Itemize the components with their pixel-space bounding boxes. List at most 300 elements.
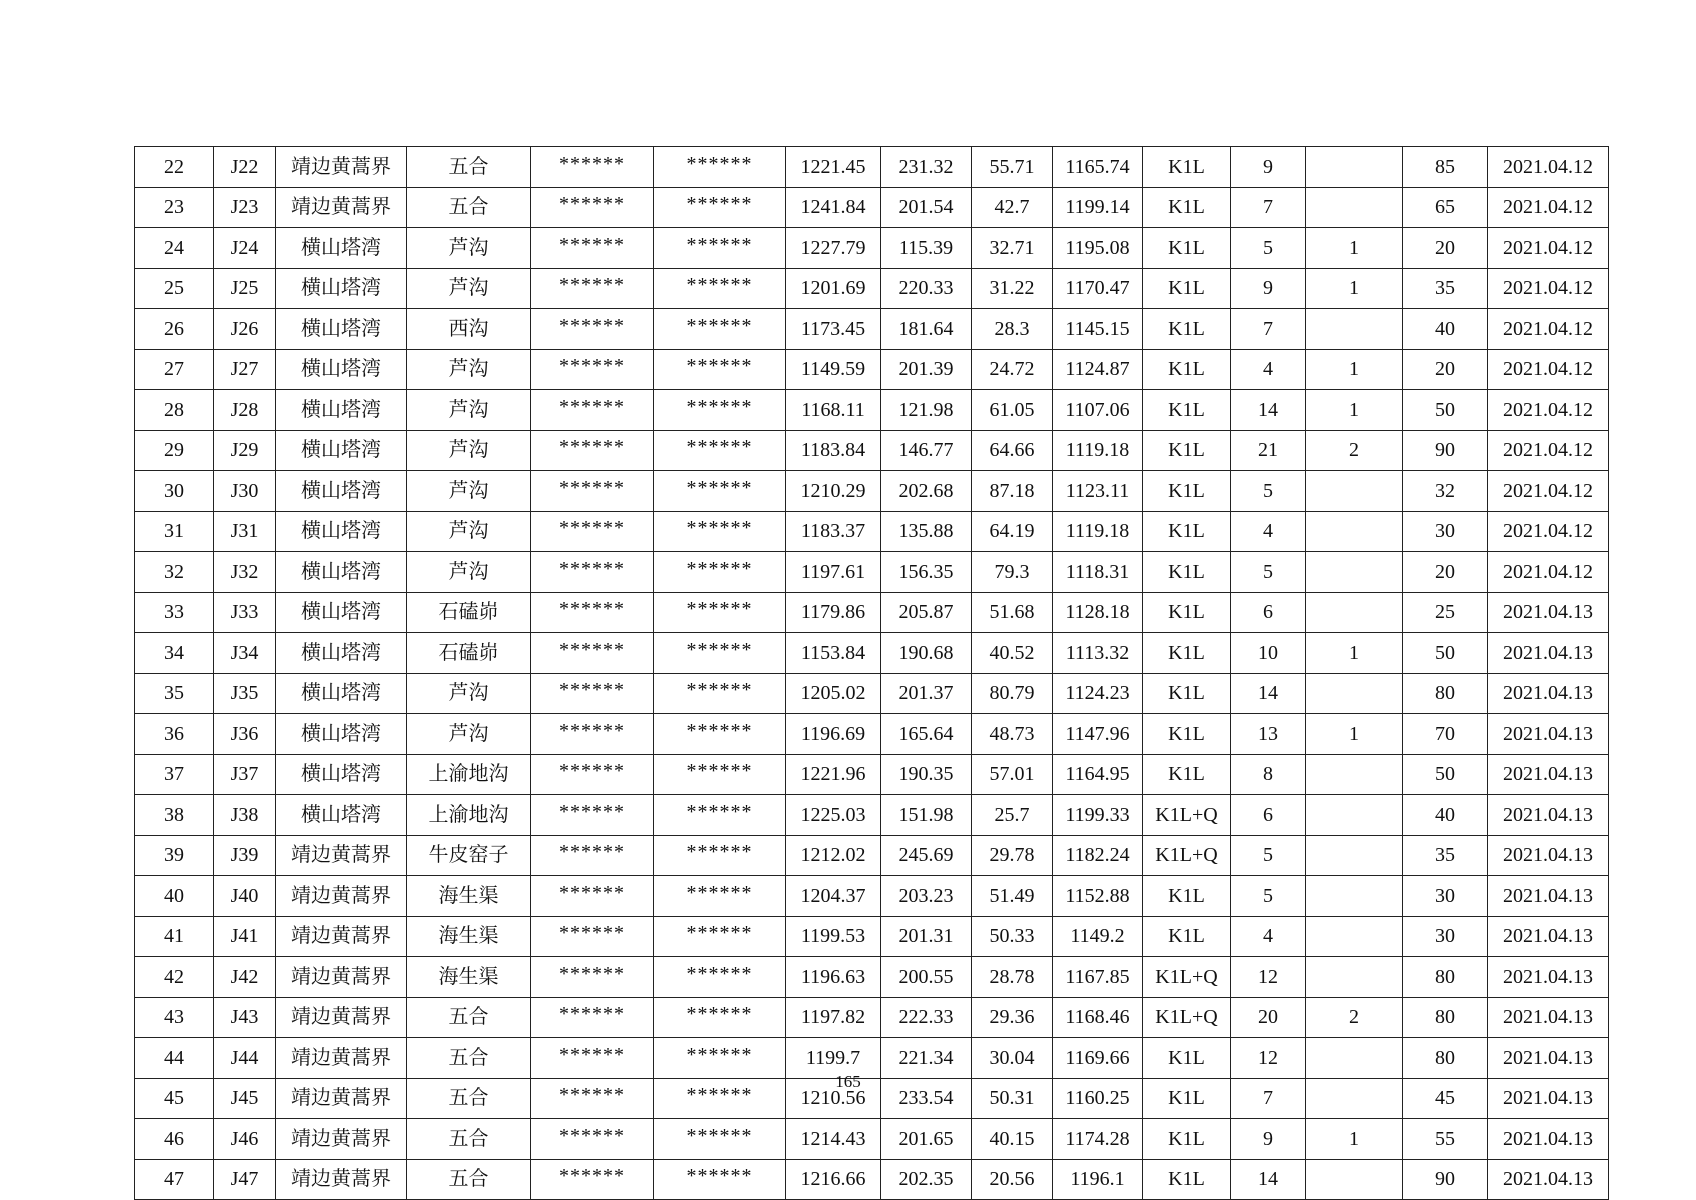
depth-cell: 203.23: [881, 876, 972, 917]
coord-y-cell: ******: [654, 147, 786, 188]
location-cell: 横山塔湾: [276, 552, 407, 593]
date-cell: 2021.04.12: [1488, 228, 1609, 269]
elevation-cell: 1179.86: [786, 592, 881, 633]
seq-cell: 23: [135, 187, 214, 228]
coord-y-cell: ******: [654, 1119, 786, 1160]
value-cell: 80.79: [972, 673, 1053, 714]
formation-cell: K1L: [1143, 552, 1231, 593]
count-b-cell: 1: [1306, 349, 1403, 390]
count-a-cell: 14: [1231, 1159, 1306, 1200]
count-c-cell: 40: [1403, 795, 1488, 836]
location-cell: 靖边黄蒿界: [276, 835, 407, 876]
level-cell: 1107.06: [1053, 390, 1143, 431]
level-cell: 1164.95: [1053, 754, 1143, 795]
table-row: [135, 471, 1609, 512]
count-a-cell: 4: [1231, 916, 1306, 957]
location-cell: 靖边黄蒿界: [276, 876, 407, 917]
count-c-cell: 90: [1403, 1159, 1488, 1200]
location-cell: 横山塔湾: [276, 511, 407, 552]
count-b-cell: [1306, 309, 1403, 350]
formation-cell: K1L: [1143, 147, 1231, 188]
location-cell: 横山塔湾: [276, 795, 407, 836]
formation-cell: K1L: [1143, 430, 1231, 471]
elevation-cell: 1196.63: [786, 957, 881, 998]
elevation-cell: 1204.37: [786, 876, 881, 917]
coord-x-cell: ******: [531, 1078, 654, 1119]
count-b-cell: [1306, 673, 1403, 714]
coord-x-cell: ******: [531, 268, 654, 309]
count-c-cell: 80: [1403, 997, 1488, 1038]
site-cell: 五合: [407, 1159, 531, 1200]
count-a-cell: 5: [1231, 228, 1306, 269]
level-cell: 1152.88: [1053, 876, 1143, 917]
table-row: [135, 390, 1609, 431]
site-cell: 芦沟: [407, 430, 531, 471]
site-cell: 上渝地沟: [407, 754, 531, 795]
coord-x-cell: ******: [531, 754, 654, 795]
count-b-cell: [1306, 147, 1403, 188]
seq-cell: 26: [135, 309, 214, 350]
count-a-cell: 9: [1231, 268, 1306, 309]
level-cell: 1124.87: [1053, 349, 1143, 390]
seq-cell: 40: [135, 876, 214, 917]
value-cell: 40.52: [972, 633, 1053, 674]
date-cell: 2021.04.12: [1488, 390, 1609, 431]
table-row: [135, 268, 1609, 309]
location-cell: 横山塔湾: [276, 309, 407, 350]
date-cell: 2021.04.13: [1488, 714, 1609, 755]
formation-cell: K1L: [1143, 1119, 1231, 1160]
value-cell: 64.66: [972, 430, 1053, 471]
level-cell: 1119.18: [1053, 511, 1143, 552]
date-cell: 2021.04.13: [1488, 1038, 1609, 1079]
count-a-cell: 12: [1231, 1038, 1306, 1079]
depth-cell: 146.77: [881, 430, 972, 471]
elevation-cell: 1183.37: [786, 511, 881, 552]
coord-x-cell: ******: [531, 1159, 654, 1200]
level-cell: 1196.1: [1053, 1159, 1143, 1200]
coord-y-cell: ******: [654, 349, 786, 390]
date-cell: 2021.04.13: [1488, 795, 1609, 836]
site-cell: 海生渠: [407, 957, 531, 998]
formation-cell: K1L+Q: [1143, 795, 1231, 836]
location-cell: 横山塔湾: [276, 390, 407, 431]
table-body: [135, 147, 1609, 1200]
date-cell: 2021.04.13: [1488, 1159, 1609, 1200]
depth-cell: 233.54: [881, 1078, 972, 1119]
level-cell: 1118.31: [1053, 552, 1143, 593]
count-a-cell: 5: [1231, 835, 1306, 876]
elevation-cell: 1216.66: [786, 1159, 881, 1200]
coord-y-cell: ******: [654, 1159, 786, 1200]
formation-cell: K1L: [1143, 187, 1231, 228]
seq-cell: 32: [135, 552, 214, 593]
elevation-cell: 1241.84: [786, 187, 881, 228]
location-cell: 靖边黄蒿界: [276, 957, 407, 998]
seq-cell: 47: [135, 1159, 214, 1200]
elevation-cell: 1197.82: [786, 997, 881, 1038]
count-b-cell: 1: [1306, 390, 1403, 431]
formation-cell: K1L+Q: [1143, 997, 1231, 1038]
coord-y-cell: ******: [654, 957, 786, 998]
count-a-cell: 9: [1231, 1119, 1306, 1160]
count-a-cell: 6: [1231, 795, 1306, 836]
table-row: [135, 633, 1609, 674]
count-a-cell: 20: [1231, 997, 1306, 1038]
count-b-cell: [1306, 552, 1403, 593]
value-cell: 31.22: [972, 268, 1053, 309]
elevation-cell: 1214.43: [786, 1119, 881, 1160]
count-b-cell: [1306, 876, 1403, 917]
value-cell: 61.05: [972, 390, 1053, 431]
elevation-cell: 1227.79: [786, 228, 881, 269]
well-data-table: [134, 146, 1609, 1200]
coord-y-cell: ******: [654, 552, 786, 593]
date-cell: 2021.04.13: [1488, 754, 1609, 795]
date-cell: 2021.04.13: [1488, 997, 1609, 1038]
location-cell: 横山塔湾: [276, 268, 407, 309]
well-id-cell: J40: [214, 876, 276, 917]
value-cell: 57.01: [972, 754, 1053, 795]
well-id-cell: J38: [214, 795, 276, 836]
coord-y-cell: ******: [654, 390, 786, 431]
well-id-cell: J28: [214, 390, 276, 431]
count-c-cell: 80: [1403, 957, 1488, 998]
coord-y-cell: ******: [654, 997, 786, 1038]
level-cell: 1147.96: [1053, 714, 1143, 755]
well-id-cell: J32: [214, 552, 276, 593]
level-cell: 1165.74: [1053, 147, 1143, 188]
table-row: [135, 876, 1609, 917]
formation-cell: K1L: [1143, 1159, 1231, 1200]
well-id-cell: J37: [214, 754, 276, 795]
elevation-cell: 1183.84: [786, 430, 881, 471]
count-b-cell: 1: [1306, 714, 1403, 755]
seq-cell: 28: [135, 390, 214, 431]
well-id-cell: J23: [214, 187, 276, 228]
coord-x-cell: ******: [531, 187, 654, 228]
date-cell: 2021.04.12: [1488, 471, 1609, 512]
coord-y-cell: ******: [654, 309, 786, 350]
table-row: [135, 430, 1609, 471]
formation-cell: K1L: [1143, 1078, 1231, 1119]
site-cell: 芦沟: [407, 471, 531, 512]
formation-cell: K1L: [1143, 268, 1231, 309]
page-number: 165: [835, 1072, 861, 1091]
well-id-cell: J27: [214, 349, 276, 390]
coord-x-cell: ******: [531, 714, 654, 755]
date-cell: 2021.04.12: [1488, 511, 1609, 552]
formation-cell: K1L: [1143, 390, 1231, 431]
elevation-cell: 1225.03: [786, 795, 881, 836]
depth-cell: 202.35: [881, 1159, 972, 1200]
well-id-cell: J47: [214, 1159, 276, 1200]
seq-cell: 45: [135, 1078, 214, 1119]
depth-cell: 115.39: [881, 228, 972, 269]
date-cell: 2021.04.13: [1488, 916, 1609, 957]
elevation-cell: 1199.53: [786, 916, 881, 957]
seq-cell: 42: [135, 957, 214, 998]
count-c-cell: 50: [1403, 390, 1488, 431]
date-cell: 2021.04.13: [1488, 673, 1609, 714]
formation-cell: K1L: [1143, 633, 1231, 674]
count-b-cell: [1306, 754, 1403, 795]
location-cell: 靖边黄蒿界: [276, 147, 407, 188]
table-row: [135, 187, 1609, 228]
seq-cell: 34: [135, 633, 214, 674]
count-c-cell: 35: [1403, 268, 1488, 309]
level-cell: 1160.25: [1053, 1078, 1143, 1119]
date-cell: 2021.04.12: [1488, 309, 1609, 350]
coord-x-cell: ******: [531, 835, 654, 876]
site-cell: 芦沟: [407, 349, 531, 390]
depth-cell: 156.35: [881, 552, 972, 593]
elevation-cell: 1173.45: [786, 309, 881, 350]
value-cell: 28.78: [972, 957, 1053, 998]
location-cell: 靖边黄蒿界: [276, 1119, 407, 1160]
count-a-cell: 6: [1231, 592, 1306, 633]
site-cell: 石磕峁: [407, 633, 531, 674]
location-cell: 横山塔湾: [276, 471, 407, 512]
table-row: [135, 1159, 1609, 1200]
formation-cell: K1L: [1143, 349, 1231, 390]
level-cell: 1199.33: [1053, 795, 1143, 836]
depth-cell: 222.33: [881, 997, 972, 1038]
coord-x-cell: ******: [531, 390, 654, 431]
count-a-cell: 13: [1231, 714, 1306, 755]
site-cell: 五合: [407, 997, 531, 1038]
coord-y-cell: ******: [654, 1038, 786, 1079]
count-b-cell: [1306, 795, 1403, 836]
location-cell: 靖边黄蒿界: [276, 187, 407, 228]
elevation-cell: 1201.69: [786, 268, 881, 309]
formation-cell: K1L+Q: [1143, 957, 1231, 998]
coord-y-cell: ******: [654, 592, 786, 633]
formation-cell: K1L: [1143, 673, 1231, 714]
location-cell: 横山塔湾: [276, 673, 407, 714]
site-cell: 牛皮窑子: [407, 835, 531, 876]
table-row: [135, 957, 1609, 998]
value-cell: 28.3: [972, 309, 1053, 350]
value-cell: 79.3: [972, 552, 1053, 593]
value-cell: 51.49: [972, 876, 1053, 917]
count-a-cell: 8: [1231, 754, 1306, 795]
formation-cell: K1L: [1143, 511, 1231, 552]
site-cell: 芦沟: [407, 511, 531, 552]
level-cell: 1113.32: [1053, 633, 1143, 674]
depth-cell: 121.98: [881, 390, 972, 431]
seq-cell: 27: [135, 349, 214, 390]
coord-x-cell: ******: [531, 592, 654, 633]
formation-cell: K1L: [1143, 592, 1231, 633]
site-cell: 海生渠: [407, 876, 531, 917]
count-c-cell: 20: [1403, 349, 1488, 390]
count-a-cell: 9: [1231, 147, 1306, 188]
well-id-cell: J39: [214, 835, 276, 876]
depth-cell: 220.33: [881, 268, 972, 309]
value-cell: 64.19: [972, 511, 1053, 552]
date-cell: 2021.04.13: [1488, 835, 1609, 876]
formation-cell: K1L: [1143, 1038, 1231, 1079]
count-b-cell: [1306, 1159, 1403, 1200]
depth-cell: 181.64: [881, 309, 972, 350]
value-cell: 51.68: [972, 592, 1053, 633]
depth-cell: 135.88: [881, 511, 972, 552]
depth-cell: 245.69: [881, 835, 972, 876]
coord-x-cell: ******: [531, 349, 654, 390]
seq-cell: 22: [135, 147, 214, 188]
elevation-cell: 1221.96: [786, 754, 881, 795]
count-a-cell: 4: [1231, 511, 1306, 552]
well-id-cell: J24: [214, 228, 276, 269]
level-cell: 1169.66: [1053, 1038, 1143, 1079]
elevation-cell: 1210.29: [786, 471, 881, 512]
well-id-cell: J34: [214, 633, 276, 674]
site-cell: 五合: [407, 1119, 531, 1160]
coord-x-cell: ******: [531, 309, 654, 350]
table-row: [135, 1119, 1609, 1160]
well-id-cell: J25: [214, 268, 276, 309]
elevation-cell: 1205.02: [786, 673, 881, 714]
location-cell: 靖边黄蒿界: [276, 1038, 407, 1079]
value-cell: 42.7: [972, 187, 1053, 228]
site-cell: 西沟: [407, 309, 531, 350]
date-cell: 2021.04.12: [1488, 187, 1609, 228]
seq-cell: 43: [135, 997, 214, 1038]
coord-x-cell: ******: [531, 957, 654, 998]
depth-cell: 190.35: [881, 754, 972, 795]
level-cell: 1149.2: [1053, 916, 1143, 957]
count-a-cell: 5: [1231, 471, 1306, 512]
well-id-cell: J46: [214, 1119, 276, 1160]
seq-cell: 46: [135, 1119, 214, 1160]
table-row: [135, 754, 1609, 795]
count-a-cell: 21: [1231, 430, 1306, 471]
level-cell: 1170.47: [1053, 268, 1143, 309]
count-b-cell: [1306, 511, 1403, 552]
well-id-cell: J43: [214, 997, 276, 1038]
value-cell: 50.33: [972, 916, 1053, 957]
value-cell: 50.31: [972, 1078, 1053, 1119]
value-cell: 48.73: [972, 714, 1053, 755]
date-cell: 2021.04.13: [1488, 633, 1609, 674]
value-cell: 55.71: [972, 147, 1053, 188]
elevation-cell: 1212.02: [786, 835, 881, 876]
table-row: [135, 592, 1609, 633]
level-cell: 1168.46: [1053, 997, 1143, 1038]
coord-x-cell: ******: [531, 147, 654, 188]
elevation-cell: 1221.45: [786, 147, 881, 188]
location-cell: 横山塔湾: [276, 592, 407, 633]
well-id-cell: J30: [214, 471, 276, 512]
seq-cell: 41: [135, 916, 214, 957]
location-cell: 横山塔湾: [276, 754, 407, 795]
date-cell: 2021.04.12: [1488, 268, 1609, 309]
count-b-cell: 1: [1306, 1119, 1403, 1160]
count-c-cell: 40: [1403, 309, 1488, 350]
count-a-cell: 14: [1231, 390, 1306, 431]
depth-cell: 201.65: [881, 1119, 972, 1160]
coord-y-cell: ******: [654, 511, 786, 552]
depth-cell: 201.37: [881, 673, 972, 714]
site-cell: 芦沟: [407, 268, 531, 309]
site-cell: 五合: [407, 1038, 531, 1079]
site-cell: 石磕峁: [407, 592, 531, 633]
coord-y-cell: ******: [654, 714, 786, 755]
location-cell: 靖边黄蒿界: [276, 997, 407, 1038]
seq-cell: 33: [135, 592, 214, 633]
date-cell: 2021.04.12: [1488, 349, 1609, 390]
date-cell: 2021.04.13: [1488, 1078, 1609, 1119]
value-cell: 20.56: [972, 1159, 1053, 1200]
count-c-cell: 50: [1403, 754, 1488, 795]
coord-x-cell: ******: [531, 795, 654, 836]
well-id-cell: J45: [214, 1078, 276, 1119]
count-a-cell: 7: [1231, 309, 1306, 350]
well-id-cell: J41: [214, 916, 276, 957]
elevation-cell: 1168.11: [786, 390, 881, 431]
depth-cell: 165.64: [881, 714, 972, 755]
table-row: [135, 997, 1609, 1038]
coord-x-cell: ******: [531, 511, 654, 552]
level-cell: 1145.15: [1053, 309, 1143, 350]
value-cell: 25.7: [972, 795, 1053, 836]
location-cell: 横山塔湾: [276, 349, 407, 390]
count-a-cell: 5: [1231, 552, 1306, 593]
location-cell: 靖边黄蒿界: [276, 916, 407, 957]
coord-x-cell: ******: [531, 228, 654, 269]
site-cell: 芦沟: [407, 673, 531, 714]
coord-y-cell: ******: [654, 471, 786, 512]
well-id-cell: J42: [214, 957, 276, 998]
coord-x-cell: ******: [531, 552, 654, 593]
table-row: [135, 552, 1609, 593]
table-row: [135, 835, 1609, 876]
count-b-cell: [1306, 916, 1403, 957]
coord-x-cell: ******: [531, 916, 654, 957]
well-id-cell: J35: [214, 673, 276, 714]
coord-y-cell: ******: [654, 916, 786, 957]
coord-x-cell: ******: [531, 1119, 654, 1160]
count-a-cell: 4: [1231, 349, 1306, 390]
table-row: [135, 349, 1609, 390]
site-cell: 海生渠: [407, 916, 531, 957]
count-c-cell: 65: [1403, 187, 1488, 228]
depth-cell: 201.54: [881, 187, 972, 228]
table-row: [135, 511, 1609, 552]
coord-x-cell: ******: [531, 997, 654, 1038]
level-cell: 1182.24: [1053, 835, 1143, 876]
coord-x-cell: ******: [531, 471, 654, 512]
depth-cell: 202.68: [881, 471, 972, 512]
count-b-cell: 2: [1306, 430, 1403, 471]
site-cell: 芦沟: [407, 228, 531, 269]
formation-cell: K1L: [1143, 754, 1231, 795]
formation-cell: K1L: [1143, 228, 1231, 269]
count-b-cell: 1: [1306, 228, 1403, 269]
count-c-cell: 30: [1403, 916, 1488, 957]
coord-x-cell: ******: [531, 876, 654, 917]
value-cell: 32.71: [972, 228, 1053, 269]
formation-cell: K1L: [1143, 916, 1231, 957]
count-c-cell: 80: [1403, 673, 1488, 714]
elevation-cell: 1196.69: [786, 714, 881, 755]
elevation-cell: 1210.56: [786, 1078, 881, 1119]
count-c-cell: 45: [1403, 1078, 1488, 1119]
level-cell: 1195.08: [1053, 228, 1143, 269]
seq-cell: 38: [135, 795, 214, 836]
table-row: [135, 673, 1609, 714]
